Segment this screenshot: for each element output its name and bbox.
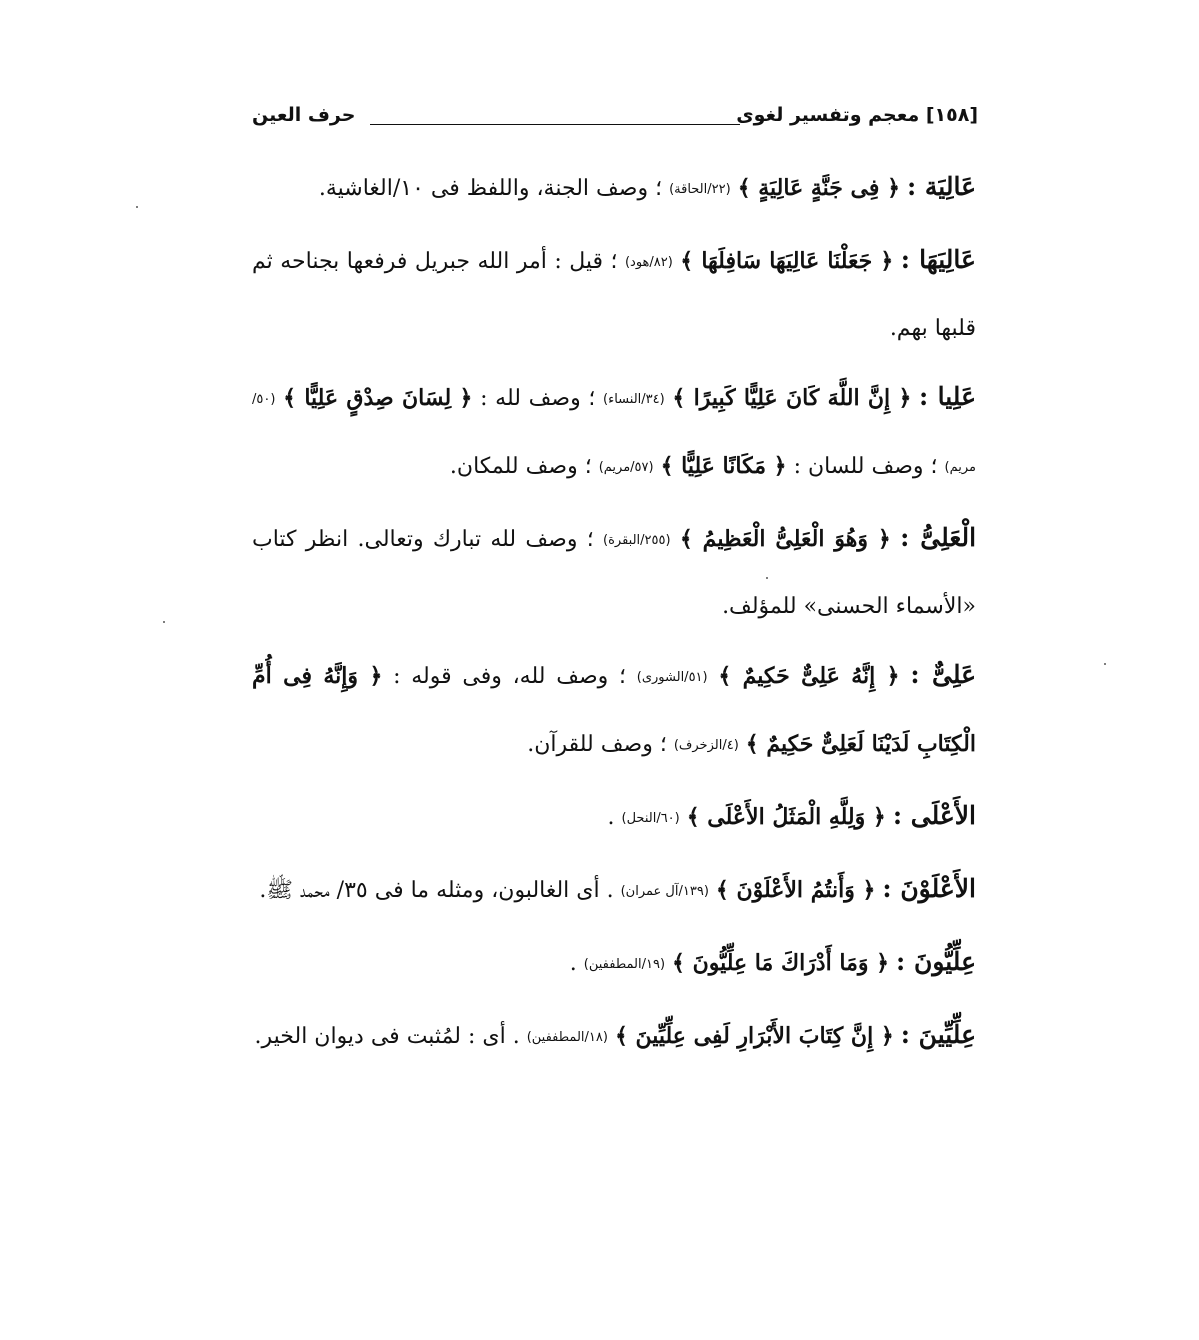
quran-verse: ﴿ وَمَا أَدْرَاكَ مَا عِلِّيُّونَ ﴾ — [672, 950, 890, 976]
entry-illiyyun — [252, 930, 976, 999]
entry-headword: الأَعْلَوْنَ : — [882, 874, 976, 903]
entry-definition: ؛ وصف لله تبارك وتعالى. انظر كتاب «الأسماء الحسنى» للمؤلف. — [252, 527, 976, 619]
quran-verse: ﴿ وَهُوَ الْعَلِىُّ الْعَظِيمُ ﴾ — [679, 526, 891, 552]
section-title-header: حرف العين — [252, 104, 356, 126]
quran-verse: ﴿ وَلِلَّهِ الْمَثَلُ الأَعْلَى ﴾ — [686, 804, 886, 830]
entry-definition: ؛ قيل : أمر الله جبريل فرفعها بجناحه ثم قلبها بهم. — [252, 249, 976, 341]
entry-definition: ؛ وصف الجنة، واللفظ فى ١٠/الغاشية. — [318, 176, 663, 201]
entry-headword: الأَعْلَى : — [892, 801, 976, 830]
entry-headword: عِلِّيُّونَ : — [896, 947, 976, 976]
scan-speck — [766, 577, 768, 579]
entry-headword: عَلِيا : — [919, 382, 977, 411]
verse-reference: (٥١/الشورى) — [636, 670, 708, 685]
entry-aliyyun — [252, 643, 976, 780]
quran-verse: ﴿ إِنَّهُ عَلِىٌّ حَكِيمٌ ﴾ — [718, 663, 900, 689]
verse-reference: (١٣٩/آل عمران) — [620, 884, 709, 899]
scan-speck — [163, 621, 165, 623]
verse-reference: (٨٢/هود) — [624, 255, 673, 270]
entry-headword: الْعَلِىُّ : — [900, 523, 977, 552]
quran-verse: ﴿ جَعَلْنَا عَالِيَهَا سَافِلَهَا ﴾ — [680, 248, 894, 274]
entry-aliyaha — [252, 228, 976, 361]
verse-reference: (٢٢/الحاقة) — [669, 182, 731, 197]
entry-al-ala — [252, 784, 976, 853]
entry-headword: عِلِّيِّينَ : — [900, 1020, 976, 1049]
verse-reference: (٤/الزخرف) — [673, 738, 739, 753]
entry-definition: ؛ وصف لله : — [480, 386, 596, 411]
entry-definition: . — [607, 805, 615, 830]
running-header — [252, 104, 978, 134]
verse-reference: (٣٤/النساء) — [603, 392, 665, 407]
quran-verse: ﴿ إِنَّ كِتَابَ الأَبْرَارِ لَفِى عِلِّيِّينَ ﴾ — [614, 1023, 894, 1049]
verse-reference: (١٨/المطففين) — [526, 1030, 608, 1045]
entry-headword: عَالِيَة : — [906, 172, 976, 201]
entry-definition: ؛ وصف لله، وفى قوله : — [393, 664, 627, 689]
entry-definition: ؛ وصف للقرآن. — [527, 732, 667, 757]
entry-headword: عَالِيَهَا : — [900, 245, 976, 274]
quran-verse: ﴿ وَإِنَّهُ فِى أُمِّ الْكِتَابِ لَدَيْنَا لَعَلِىٌّ حَكِيمٌ ﴾ — [252, 663, 976, 757]
quran-verse: ﴿ لِسَانَ صِدْقٍ عَلِيًّا ﴾ — [283, 385, 473, 411]
header-rule — [370, 124, 740, 125]
entry-illiyyin — [252, 1003, 976, 1072]
quran-verse: ﴿ وَأَنتُمُ الأَعْلَوْنَ ﴾ — [715, 877, 876, 903]
entry-aliyyan — [252, 365, 976, 502]
entry-definition: ؛ وصف للمكان. — [449, 454, 592, 479]
quran-verse: ﴿ إِنَّ اللَّهَ كَانَ عَلِيًّا كَبِيرًا ﴾ — [672, 385, 912, 411]
entry-definition: . أى الغالبون، ومثله ما فى ٣٥/ محمد ﷺ. — [259, 878, 614, 903]
entry-definition: . أى : لمُثبت فى ديوان الخير. — [254, 1024, 520, 1049]
dictionary-entries — [252, 155, 976, 1072]
quran-verse: ﴿ فِى جَنَّةٍ عَالِيَةٍ ﴾ — [737, 175, 900, 201]
verse-reference: (١٩/المطففين) — [583, 957, 666, 972]
quran-verse: ﴿ مَكَانًا عَلِيًّا ﴾ — [660, 453, 787, 479]
entry-headword: عَلِىٌّ : — [910, 660, 977, 689]
entry-definition: . — [569, 951, 577, 976]
verse-reference: (٥٠/مريم) — [252, 392, 976, 475]
book-title-header: [١٥٨] معجم وتفسير لغوى — [736, 104, 978, 126]
entry-al-aliyy — [252, 506, 976, 639]
entry-aliya — [252, 155, 976, 224]
verse-reference: (٥٧/مريم) — [598, 460, 654, 475]
scan-speck — [1104, 663, 1106, 665]
verse-reference: (٦٠/النحل) — [621, 811, 680, 826]
scan-speck — [136, 206, 138, 208]
verse-reference: (٢٥٥/البقرة) — [603, 533, 671, 548]
entry-definition: ؛ وصف للسان : — [793, 454, 938, 479]
entry-al-alawn — [252, 857, 976, 926]
